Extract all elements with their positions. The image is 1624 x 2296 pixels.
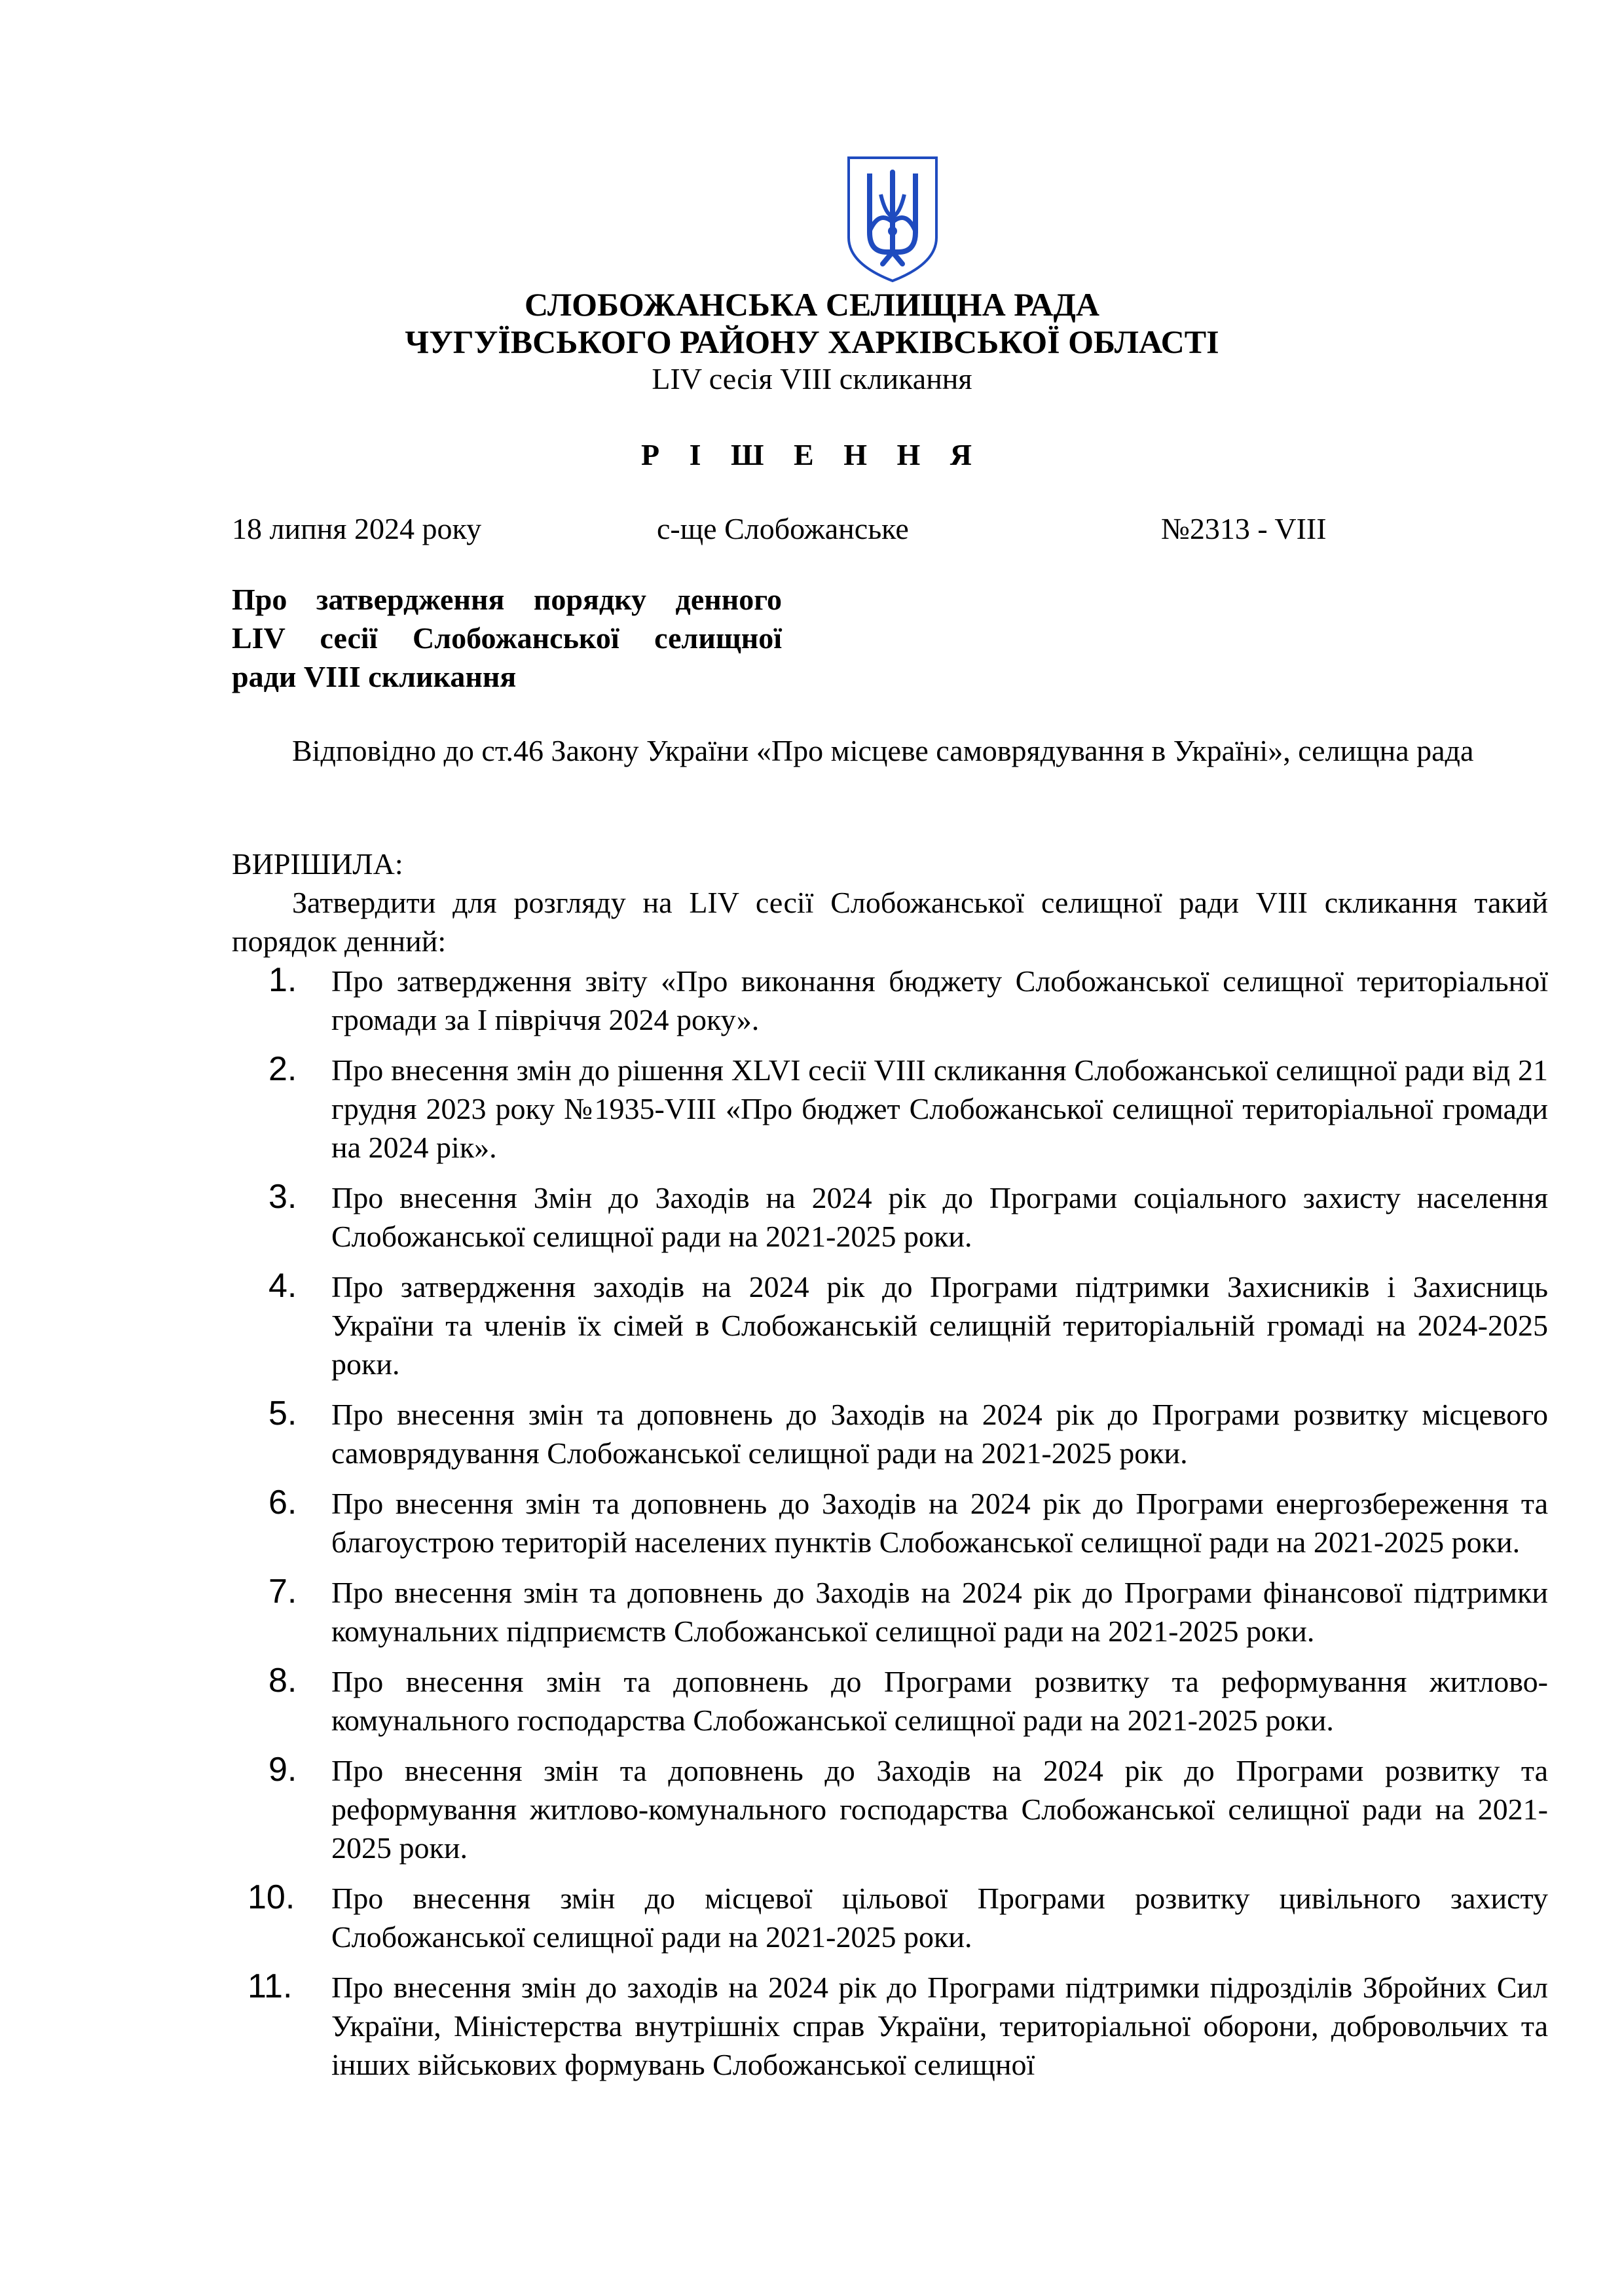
agenda-item-number: 10.: [248, 1878, 295, 1916]
agenda-item-text: Про затвердження заходів на 2024 рік до Програми підтримки Захисників і Захисниць України та членів їх сімей в Слобожанській селищній територіальній громаді на 2024-2025 роки.: [331, 1270, 1548, 1381]
subject-line: LIV сесії Слобожанської селищної: [232, 621, 782, 655]
agenda-item-number: 1.: [268, 961, 297, 999]
agenda-item: [232, 1051, 1548, 1167]
agenda-list: [232, 962, 1548, 2084]
agenda-item: [232, 1395, 1548, 1472]
agenda-item: [232, 1968, 1548, 2084]
decision-subject: [232, 580, 782, 696]
resolved-heading: ВИРІШИЛА:: [232, 847, 403, 881]
agenda-item: [232, 1178, 1548, 1256]
agenda-item: [232, 1573, 1548, 1650]
agenda-item-text: Про внесення змін до заходів на 2024 рік до Програми підтримки підрозділів Збройних Сил України, Міністерства внутрішніх справ України, територіальної оборони, добровольчих та інших військових формувань Слобожанської селищної: [331, 1971, 1548, 2081]
agenda-item-text: Про внесення змін до рішення XLVI сесії VIII скликання Слобожанської селищної ради від 21 грудня 2023 року №1935-VIII «Про бюджет Слобожанської селищної територіальної громади на 2024 рік».: [331, 1053, 1548, 1164]
agenda-item: [232, 1267, 1548, 1383]
agenda-item: [232, 1751, 1548, 1867]
agenda-item-number: 9.: [268, 1751, 297, 1789]
agenda-item-text: Про внесення змін та доповнень до Програми розвитку та реформування житлово-комунального господарства Слобожанської селищної ради на 2021-2025 роки.: [331, 1665, 1548, 1737]
agenda-item-text: Про внесення Змін до Заходів на 2024 рік до Програми соціального захисту населення Слобожанської селищної ради на 2021-2025 роки.: [331, 1181, 1548, 1253]
session-line: LIV сесія VIII скликання: [652, 362, 972, 395]
intro-paragraph: Відповідно до ст.46 Закону України «Про місцеве самоврядування в Україні», селищна рада: [292, 734, 1474, 767]
decision-number: №2313 - VIII: [1161, 512, 1327, 545]
agenda-item-number: 6.: [268, 1484, 297, 1522]
agenda-item-text: Про внесення змін та доповнень до Заходів на 2024 рік до Програми розвитку та реформування житлово-комунального господарства Слобожанської селищної ради на 2021-2025 роки.: [331, 1754, 1548, 1865]
agenda-item: [232, 1662, 1548, 1740]
agenda-item-text: Про внесення змін та доповнень до Заходів на 2024 рік до Програми розвитку місцевого самоврядування Слобожанської селищної ради на 2021-2025 роки.: [331, 1398, 1548, 1470]
agenda-item-number: 3.: [268, 1178, 297, 1216]
approve-paragraph: Затвердити для розгляду на LIV сесії Слобожанської селищної ради VIII скликання такий порядок денний:: [232, 886, 1548, 958]
district-name: ЧУГУЇВСЬКОГО РАЙОНУ ХАРКІВСЬКОЇ ОБЛАСТІ: [405, 323, 1219, 360]
agenda-item-text: Про внесення змін та доповнень до Заходів на 2024 рік до Програми фінансової підтримки комунальних підприємств Слобожанської селищної ради на 2021-2025 роки.: [331, 1576, 1548, 1648]
agenda-item-number: 8.: [268, 1662, 297, 1700]
subject-line: Про затвердження порядку денного: [232, 583, 782, 616]
agenda-item: [232, 1484, 1548, 1561]
agenda-item: [232, 962, 1548, 1039]
tryzub-coat-of-arms-icon: [845, 154, 940, 285]
agenda-item-number: 2.: [268, 1050, 297, 1088]
agenda-item-text: Про внесення змін та доповнень до Заходів на 2024 рік до Програми енергозбереження та благоустрою територій населених пунктів Слобожанської селищної ради на 2021-2025 роки.: [331, 1487, 1548, 1559]
subject-line: ради VIII скликання: [232, 660, 517, 693]
agenda-item: [232, 1879, 1548, 1956]
council-name: СЛОБОЖАНСЬКА СЕЛИЩНА РАДА: [525, 286, 1099, 323]
agenda-item-number: 5.: [268, 1394, 297, 1432]
agenda-item-text: Про внесення змін до місцевої цільової Програми розвитку цивільного захисту Слобожанської селищної ради на 2021-2025 роки.: [331, 1882, 1548, 1954]
agenda-item-number: 11.: [248, 1967, 293, 2005]
agenda-item-number: 4.: [268, 1267, 297, 1305]
decision-date: 18 липня 2024 року: [232, 512, 482, 545]
document-type-title: Р І Ш Е Н Н Я: [641, 438, 983, 471]
agenda-item-text: Про затвердження звіту «Про виконання бюджету Слобожанської селищної територіальної громади за І півріччя 2024 року».: [331, 964, 1548, 1036]
decision-place: с-ще Слобожанське: [657, 512, 909, 545]
agenda-item-number: 7.: [268, 1573, 297, 1611]
